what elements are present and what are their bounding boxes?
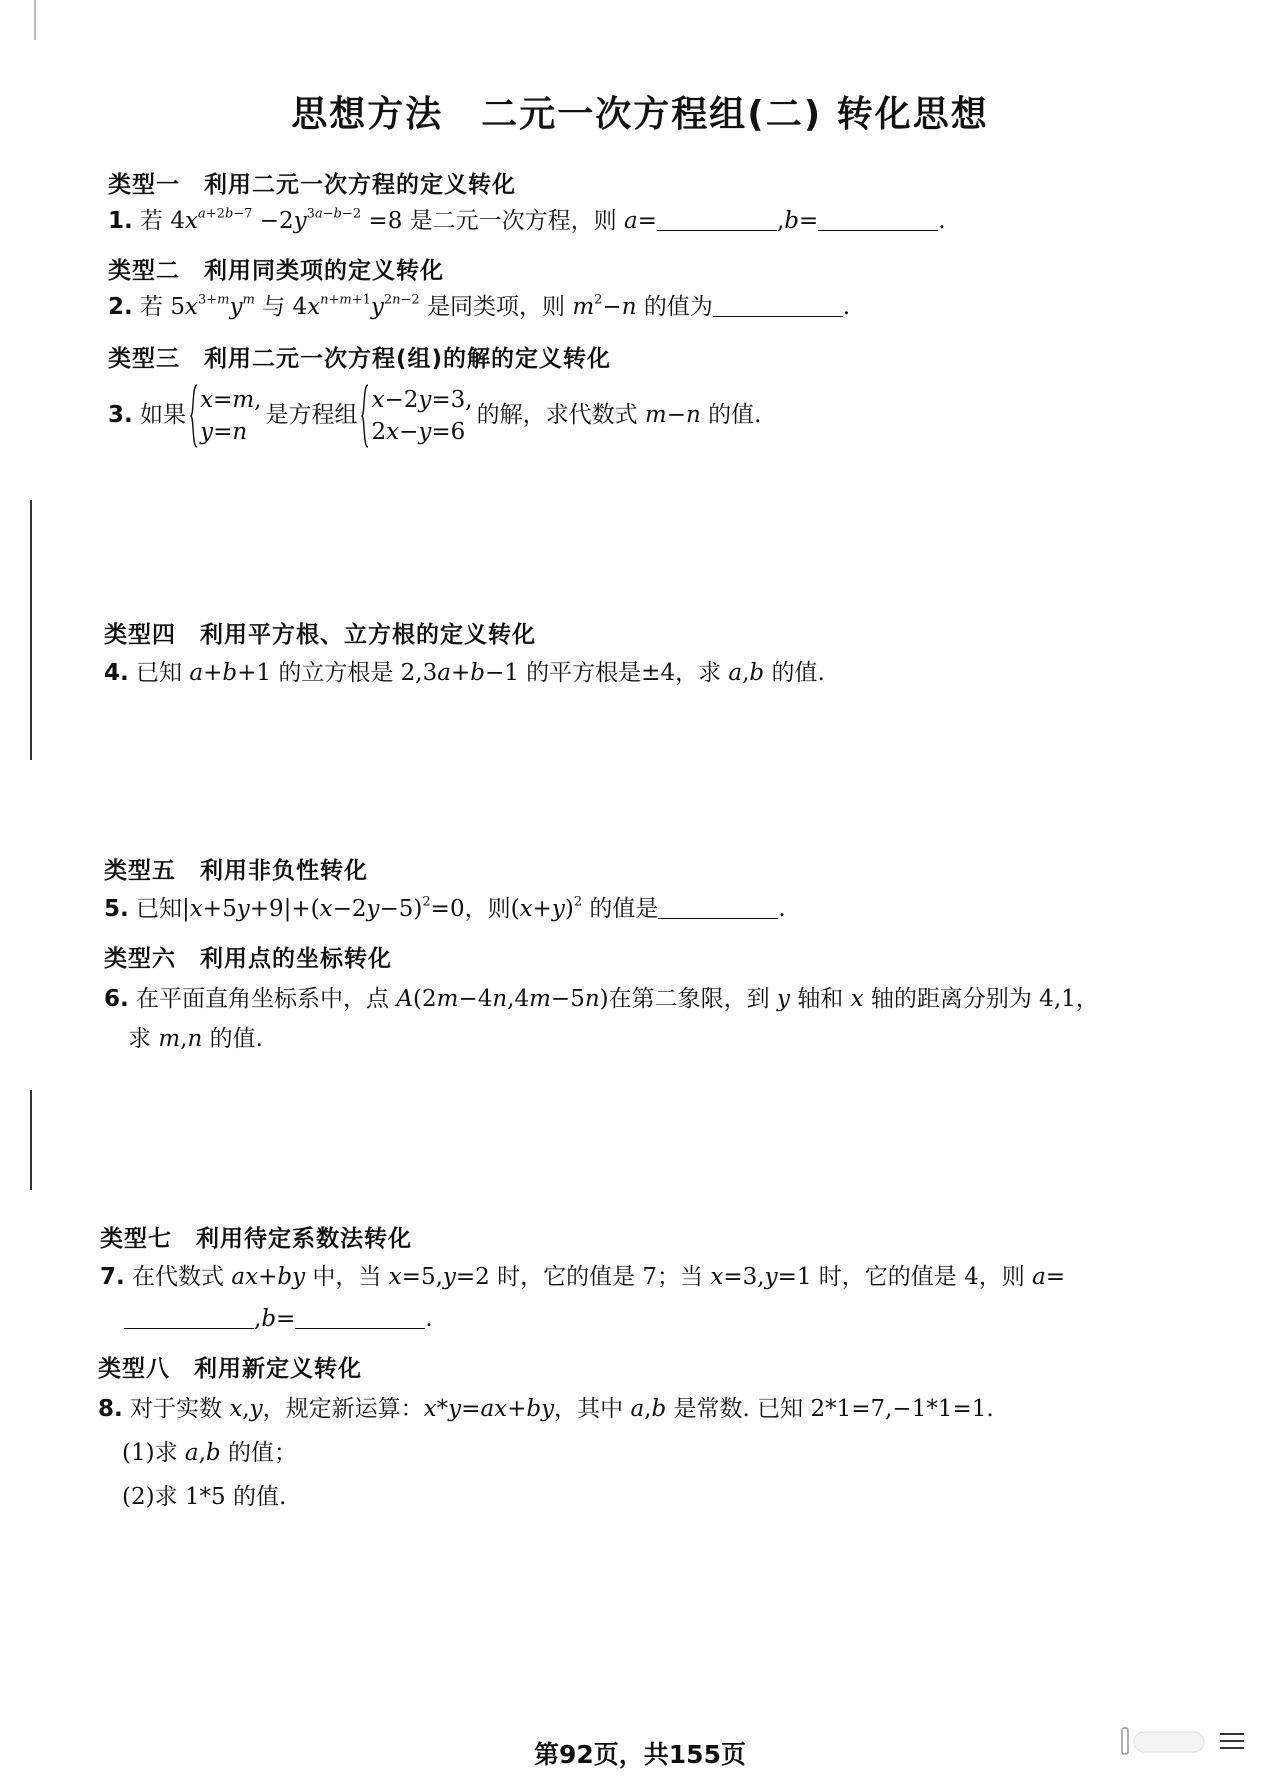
viewer-toolbar[interactable] <box>1120 1722 1250 1762</box>
section-heading: 类型六 利用点的坐标转化 <box>104 946 392 972</box>
question-3: 3. 如果 x=m, y=n 是方程组 x−2y=3, 2x−y=6 的解，求代数式 m−n 的值. <box>108 384 761 448</box>
section-heading: 类型五 利用非负性转化 <box>104 858 368 884</box>
question-number: 3. <box>108 402 133 428</box>
question-8: 8. 对于实数 x,y，规定新运算：x*y=ax+by，其中 a,b 是常数. 已知 2*1=7,−1*1=1. <box>98 1396 994 1422</box>
scan-edge <box>30 500 32 760</box>
answer-blank[interactable] <box>295 1328 425 1329</box>
question-number: 4. <box>104 660 129 686</box>
question-4: 4. 已知 a+b+1 的立方根是 2,3a+b−1 的平方根是±4，求 a,b 的值. <box>104 660 825 686</box>
question-number: 7. <box>100 1264 125 1290</box>
question-6-cont: 求 m,n 的值. <box>128 1026 263 1052</box>
answer-blank[interactable] <box>658 918 778 919</box>
section-heading: 类型二 利用同类项的定义转化 <box>108 258 444 284</box>
question-number: 5. <box>104 896 129 922</box>
scan-edge <box>30 1090 32 1190</box>
solution-system: x=m, y=n <box>190 384 261 448</box>
page-counter: 第92页，共155页 <box>534 1740 746 1769</box>
question-number: 2. <box>108 294 133 320</box>
answer-blank[interactable] <box>713 316 843 317</box>
question-number: 1. <box>108 208 133 234</box>
question-6: 6. 在平面直角坐标系中，点 A(2m−4n,4m−5n)在第二象限，到 y 轴和 x 轴的距离分别为 4,1， <box>104 986 1099 1012</box>
question-5: 5. 已知$|x+5y+9|+(x-2y-5)^2=0$，则$(x+y)^2$ 的值是 . <box>104 894 786 922</box>
section-heading: 类型八 利用新定义转化 <box>98 1356 362 1382</box>
section-heading: 类型七 利用待定系数法转化 <box>100 1226 412 1252</box>
question-2: 2. 若 $5x^{3+m}y^m$ 与 $4x^{n+m+1}y^{2n-2}$ 是同类项，则 $m^2-n$ 的值为 . <box>108 292 851 320</box>
answer-blank[interactable] <box>657 230 777 231</box>
section-heading: 类型四 利用平方根、立方根的定义转化 <box>104 622 536 648</box>
answer-blank[interactable] <box>124 1328 254 1329</box>
question-8-part-1: (1)求 a,b 的值； <box>122 1440 297 1466</box>
question-number: 8. <box>98 1396 123 1422</box>
section-heading: 类型三 利用二元一次方程(组)的解的定义转化 <box>108 346 612 372</box>
equation-system: x−2y=3, 2x−y=6 <box>361 384 472 448</box>
question-7-cont: ,b= . <box>124 1306 433 1334</box>
scan-edge <box>34 0 36 40</box>
section-heading: 类型一 利用二元一次方程的定义转化 <box>108 172 516 198</box>
answer-blank[interactable] <box>818 230 938 231</box>
menu-icon[interactable] <box>1120 1722 1250 1762</box>
question-7: 7. 在代数式 ax+by 中，当 x=5,y=2 时，它的值是 7；当 x=3,y=1 时，它的值是 4，则 a= <box>100 1264 1066 1290</box>
question-8-part-2: (2)求 1*5 的值. <box>122 1484 287 1510</box>
page-title: 思想方法 二元一次方程组(二) 转化思想 <box>291 94 989 135</box>
question-1: 1. 若 $4x^{a+2b-7} -2y^{3a-b-2} =8$ 是二元一次方程，则 a= ,b= . <box>108 206 946 234</box>
question-number: 6. <box>104 986 129 1012</box>
